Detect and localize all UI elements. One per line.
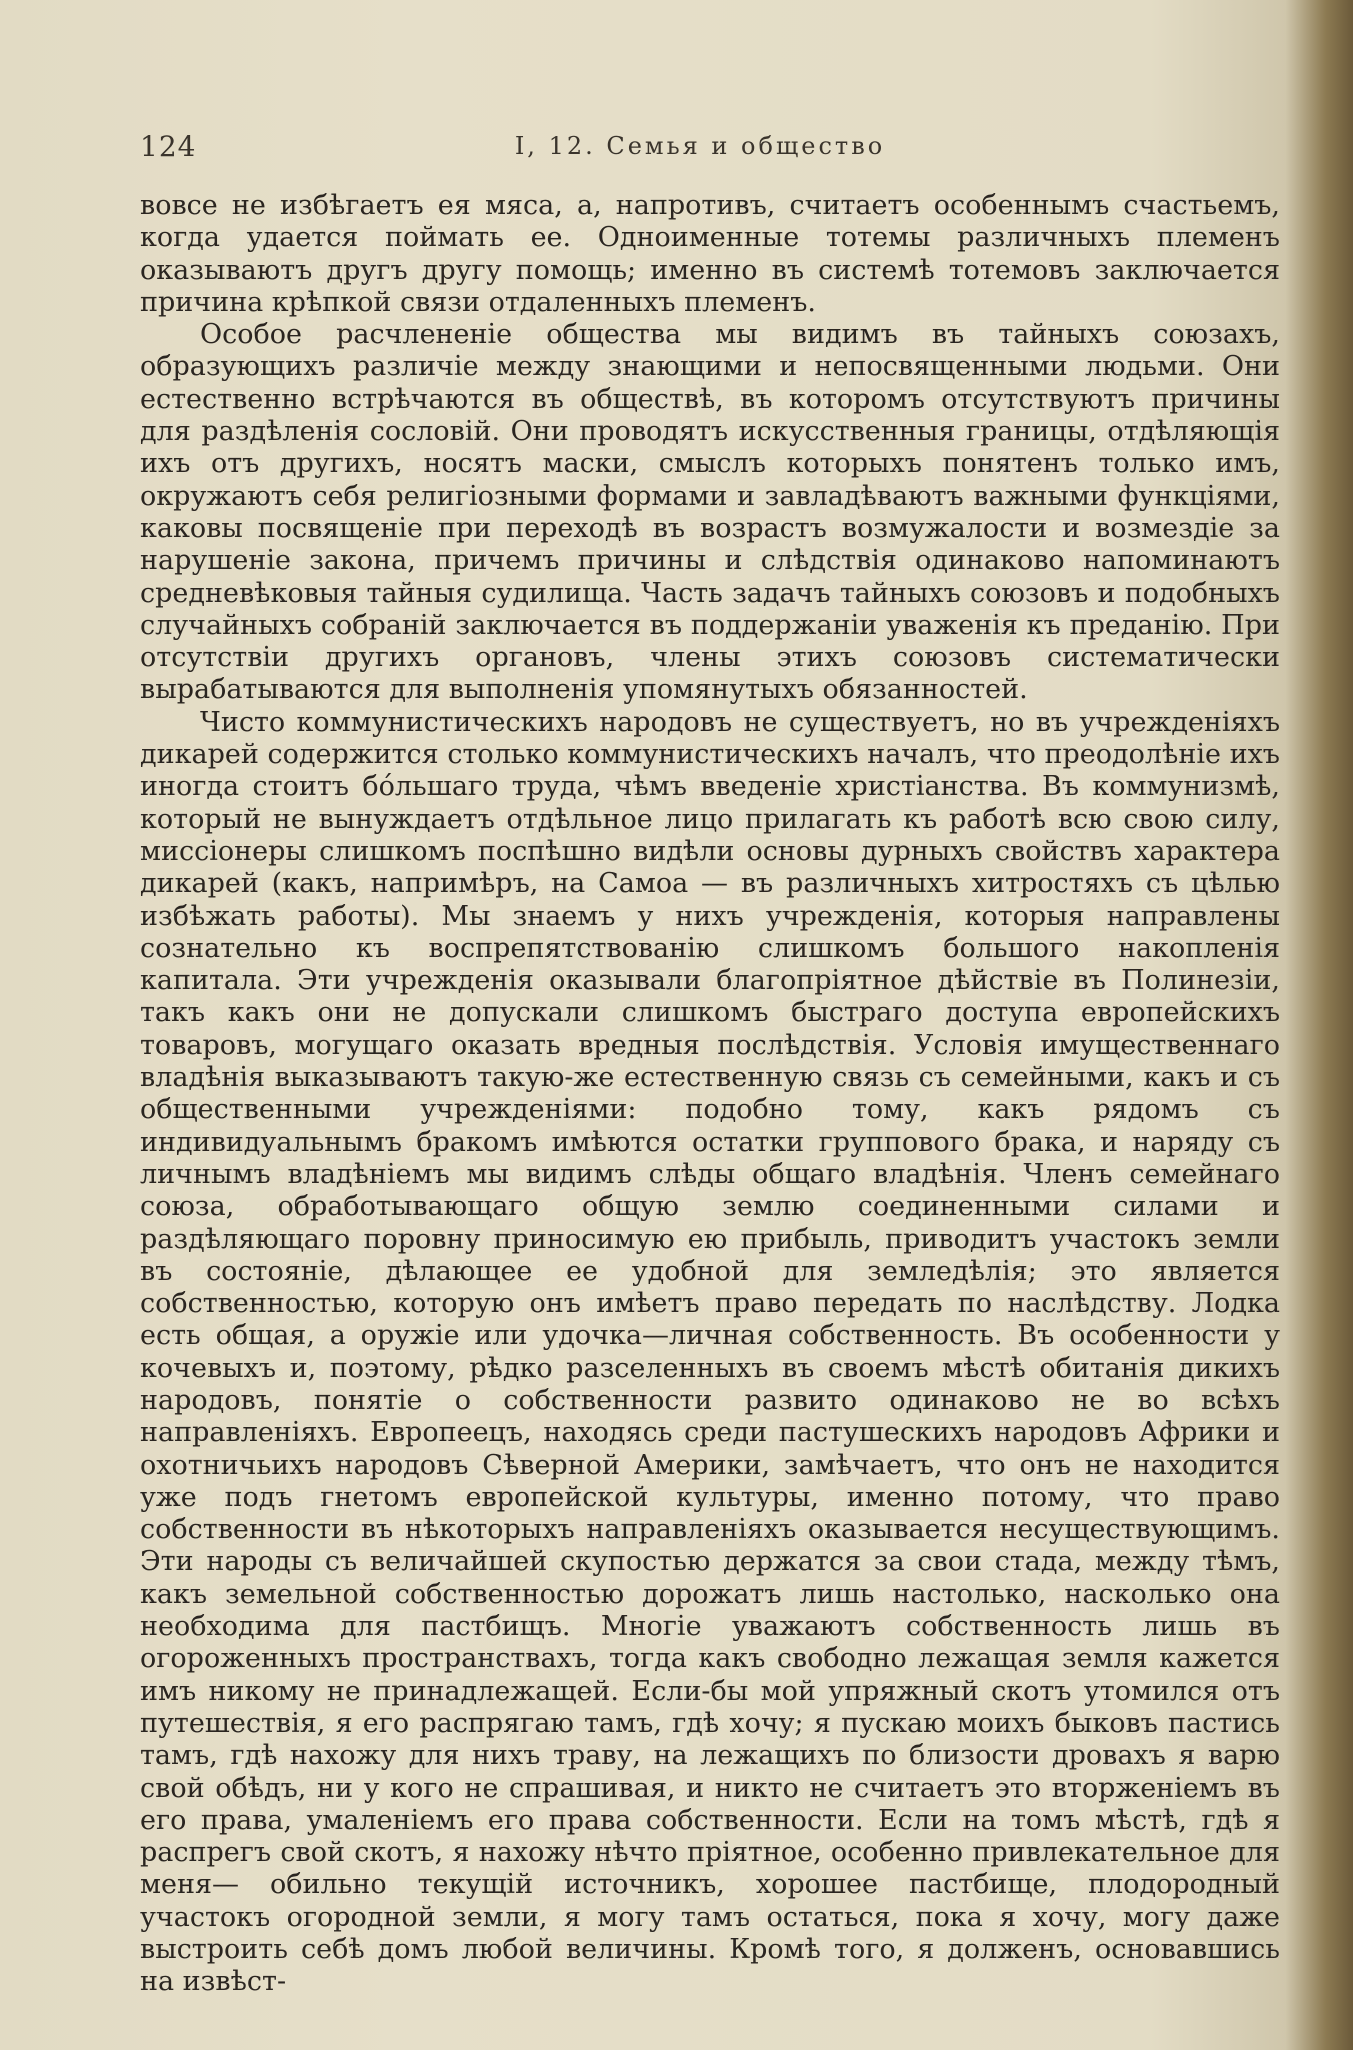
page-header xyxy=(140,130,1260,170)
page-number: 124 xyxy=(140,130,197,163)
paragraph-1: вовсе не избѣгаетъ ея мяса, а, напротивъ, считаетъ особеннымъ счастьемъ, когда удается поймать ее. Одноименные тотемы различныхъ племенъ оказываютъ другъ другу помощь; именно въ системѣ тотемовъ заключается причина крѣпкой связи отдаленныхъ племенъ. xyxy=(140,190,1280,318)
running-title: I, 12. Семья и общество xyxy=(514,132,886,160)
page-body xyxy=(140,190,1280,1999)
paragraph-3: Чисто коммунистическихъ народовъ не существуетъ, но въ учрежденіяхъ дикарей содержится столько коммунистическихъ началъ, что преодолѣніе ихъ иногда стоитъ бо́льшаго труда, чѣмъ введеніе христіанства. Въ коммунизмѣ, который не вынуждаетъ отдѣльное лицо прилагать къ работѣ всю свою силу, миссіонеры слишкомъ поспѣшно видѣли основы дурныхъ свойствъ характера дикарей (какъ, напримѣръ, на Самоа — въ различныхъ хитростяхъ съ цѣлью избѣжать работы). Мы знаемъ у нихъ учрежденія, которыя направлены сознательно къ воспрепятствованію слишкомъ большого накопленія капитала. Эти учрежденія оказывали благопріятное дѣйствіе въ Полинезіи, такъ какъ они не допускали слишкомъ быстраго доступа европейскихъ товаровъ, могущаго оказать вредныя послѣдствія. Условія имущественнаго владѣнія выказываютъ такую-же естественную связь съ семейными, какъ и съ общественными учрежденіями: подобно тому, какъ рядомъ съ индивидуальнымъ бракомъ имѣются остатки группового брака, и наряду съ личнымъ владѣніемъ мы видимъ слѣды общаго владѣнія. Членъ семейнаго союза, обработывающаго общую землю соединенными силами и раздѣляющаго поровну приносимую ею прибыль, приводитъ участокъ земли въ состояніе, дѣлающее ее удобной для земледѣлія; это является собственностью, которую онъ имѣетъ право передать по наслѣдству. Лодка есть общая, а оружіе или удочка—личная собственность. Въ особенности у кочевыхъ и, поэтому, рѣдко разселенныхъ въ своемъ мѣстѣ обитанія дикихъ народовъ, понятіе о собственности развито одинаково не во всѣхъ направленіяхъ. Европеецъ, находясь среди пастушескихъ народовъ Африки и охотничьихъ народовъ Сѣверной Америки, замѣчаетъ, что онъ не находится уже подъ гнетомъ европейской культуры, именно потому, что право собственности въ нѣкоторыхъ направленіяхъ оказывается несуществующимъ. Эти народы съ величайшей скупостью держатся за свои стада, между тѣмъ, какъ земельной собственностью дорожатъ лишь настолько, насколько она необходима для пастбищъ. Многіе уважаютъ собственность лишь въ огороженныхъ пространствахъ, тогда какъ свободно лежащая земля кажется имъ никому не принадлежащей. Если-бы мой упряжный скотъ утомился отъ путешествія, я его распрягаю тамъ, гдѣ хочу; я пускаю моихъ быковъ пастись тамъ, гдѣ нахожу для нихъ траву, на лежащихъ по близости дровахъ я варю свой обѣдъ, ни у кого не спрашивая, и никто не считаетъ это вторженіемъ въ его права, умаленіемъ его права собственности. Если на томъ мѣстѣ, гдѣ я распрегъ свой скотъ, я нахожу нѣчто пріятное, особенно привлекательное для меня— обильно текущій источникъ, хорошее пастбище, плодородный участокъ огородной земли, я могу тамъ остаться, пока я хочу, могу даже выстроить себѣ домъ любой величины. Кромѣ того, я долженъ, основавшись на извѣст- xyxy=(140,706,1280,1998)
paragraph-2: Особое расчлененіе общества мы видимъ въ тайныхъ союзахъ, образующихъ различіе между знающими и непосвященными людьми. Они естественно встрѣчаются въ обществѣ, въ которомъ отсутствуютъ причины для раздѣленія сословій. Они проводятъ искусственныя границы, отдѣляющія ихъ отъ другихъ, носятъ маски, смыслъ которыхъ понятенъ только имъ, окружаютъ себя религіозными формами и завладѣваютъ важными функціями, каковы посвященіе при переходѣ въ возрастъ возмужалости и возмездіе за нарушеніе закона, причемъ причины и слѣдствія одинаково напоминаютъ средневѣковыя тайныя судилища. Часть задачъ тайныхъ союзовъ и подобныхъ случайныхъ собраній заключается въ поддержаніи уваженія къ преданію. При отсутствіи другихъ органовъ, члены этихъ союзовъ систематически вырабатываются для выполненія упомянутыхъ обязанностей. xyxy=(140,319,1280,706)
